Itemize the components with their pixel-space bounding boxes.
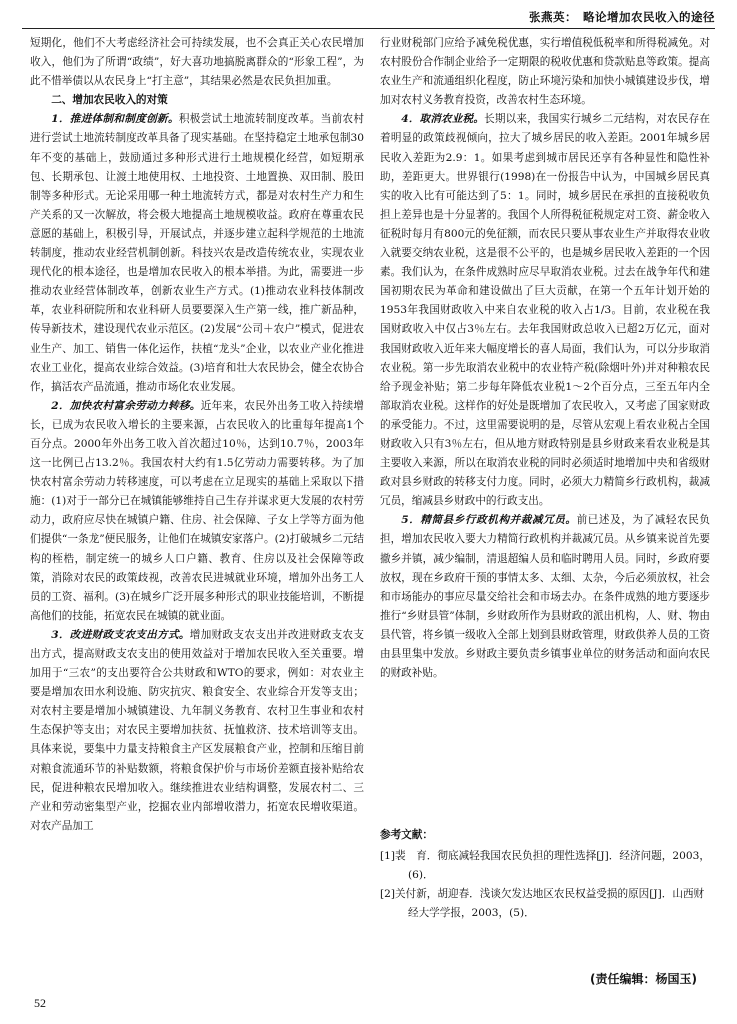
item-4-text: 长期以来，我国实行城乡二元结构，对农民存在着明显的政策歧视倾向，拉大了城乡居民的收入差距。2001年城乡居民收入差距为2.9：1。如果考虑到城市居民还享有各种显性和隐性补助，差距更大。世界银行(1998)在一份报告中认为，中国城乡居民真实的收入比有可能达到了5：1。同时，城乡居民在承担的直接税收负担上差异也是十分显著的。我国个人所得税征税规定对工资、薪金收入征税时每月有800元的免征额，而农民只要从事农业生产并取得农业收入就要交纳农业税，这是很不公平的，也是城乡居民收入差距的一个因素。我们认为，在条件成熟时应尽早取消农业税。过去在战争年代和建国初期农民为革命和建设做出了巨大贡献，在第一个五年计划开始的1953年我国财政收入中来自农业税的收入占1/3。目前，农业税在我国财政收入中仅占3％左右。去年我国财政总收入已超2万亿元，面对我国财政收入近年来大幅度增长的喜人局面，我们认为，可以分步取消农业税。第一步先取消农业税中的农业特产税(除烟叶外)并对种粮农民给予现金补贴；第二步每年降低农业税1～2个百分点，三至五年内全部取消农业税。这样作的好处是既增加了农民收入，又考虑了国家财政的承受能力。不过，这里需要说明的是，尽管从宏观上看农业税占全国财政收入只有3％左右，但从地方财政特别是县乡财政来看农业税是其主要收入来源，所以在取消农业税的同时必须适时地增加中央和省级财政对县乡财政的转移支付力度。同时，必须大力精简乡行政机构，裁减冗员，缩减县乡财政中的行政支出。	[380, 113, 710, 508]
responsible-editor: (责任编辑：杨国玉)	[590, 972, 697, 986]
item-3-heading: 3．改进财政支农支出方式。	[51, 628, 190, 641]
item-3-text: 增加财政支农支出并改进财政支农支出方式，提高财政支农支出的使用效益对于增加农民收入至关重要。增加用于“三农”的支出要符合公共财政和WTO的要求，例如：对农业主要是增加农田水利设施、防灾抗灾、粮食安全、农业综合开发等支出；对农村主要是增加小城镇建设、九年制义务教育、农村卫生事业和农村生态保护等支出；对农民主要增加扶贫、抚恤救济、技术培训等支出。具体来说，要集中力量支持粮食主产区发展粮食产业，控制和压缩目前对粮食流通环节的补贴数额，将粮食保护价与市场价差额直接补贴给农民，促进种粮农民增加收入。继续推进农业结构调整，发展农村二、三产业和劳动密集型产业，挖掘农业内部增收潜力，拓宽农民增收渠道。对农产品加工	[30, 628, 364, 832]
paragraph-item-2	[30, 397, 364, 626]
references-title: 参考文献：	[380, 829, 433, 841]
header-title: 略论增加农民收入的途径	[583, 10, 715, 24]
page-number: 52	[34, 996, 46, 1010]
references	[380, 826, 710, 923]
reference-item: [1]裴 育．彻底减轻我国农民负担的理性选择[J]．经济问题，2003，(6)．	[380, 850, 710, 881]
header-author: 张燕英：	[529, 10, 577, 24]
item-1-heading: 1．推进体制和制度创新。	[51, 113, 179, 126]
paragraph-continuation-right: 行业财税部门应给予减免税优惠，实行增值税低税率和所得税减免。对农村股份合作制企业给予一定期限的税收优惠和贷款贴息等政策。提高农业生产和流通组织化程度，防止环境污染和加快小城镇建设步伐，增加对农村义务教育投资，改善农村生态环境。	[380, 37, 710, 107]
right-column	[380, 34, 710, 854]
left-column	[30, 34, 364, 974]
item-1-text: 积极尝试土地流转制度改革。当前农村进行尝试土地流转制度改革具备了现实基础。在坚持稳定土地承包制30年不变的基础上，鼓励通过多种形式进行土地规模化经营，如短期承包、长期承包、让渡土地使用权、土地投资、土地置换、双田制、股田制等多种形式。无论采用哪一种土地流转方式，都是对农村生产力和生产关系的又一次解放，将会极大地提高土地规模收益。政府在尊重农民意愿的基础上，积极引导，开展试点，并逐步建立起科学规范的土地流转制度，推动农业经营机制创新。科技兴农是改造传统农业，实现农业现代化的根本途径，也是增加农民收入的根本举措。为此，需要进一步推动农业经营体制改革，创新农业生产方式。(1)推动农业科技体制改革，农业科研院所和农业科研人员要要深入生产第一线，推广新品种，传导新技术，建设现代农业示范区。(2)发展“公司＋农户”模式，促进农业生产、加工、销售一体化运作，扶植“龙头”企业，以农业产业化推进农业工业化，提高农业综合效益。(3)培育和壮大农民协会，健全农协合作，搞活农产品流通，推动市场化农业发展。	[30, 113, 364, 393]
paragraph-item-4	[380, 110, 710, 511]
paragraph-continuation: 短期化，他们不大考虑经济社会可持续发展，也不会真正关心农民增加收入，他们为了所谓“政绩”，好大喜功地搞脱离群众的“形象工程”，为此不惜举债以从农民身上“打主意”，其结果必然是农民负担加重。	[30, 37, 364, 88]
section-heading: 二、增加农民收入的对策	[51, 94, 168, 107]
running-header	[22, 6, 715, 29]
item-4-heading: 4．取消农业税。	[401, 113, 485, 126]
item-5-text: 前已述及，为了减轻农民负担，增加农民收入要大力精简行政机构并裁减冗员。从乡镇来说首先要撤乡并镇，减少编制，清退超编人员和临时聘用人员。同时，乡政府要放权，现在乡政府干预的事情太多、太细、太杂，今后必须放权，社会和市场能办的事应尽量交给社会和市场去办。在条件成熟的地方要逐步推行“乡财县管”体制，乡财政所作为县财政的派出机构，人、财、物由县代管，将乡镇一级收入全部上划到县财政管理，财政供养人员的工资由县里集中发放。乡财政主要负责乡镇事业单位的财务活动和面向农民的财政补贴。	[380, 514, 710, 680]
paragraph-item-3	[30, 626, 364, 836]
item-5-heading: 5．精简县乡行政机构并裁减冗员。	[401, 514, 577, 527]
paragraph-item-1	[30, 110, 364, 396]
item-2-text: 近年来，农民外出务工收入持续增长，已成为农民收入增长的主要来源，占农民收入的比重每年提高1个百分点。2000年外出务工收入首次超过10％，达到10.7％，2003年这一比例已占13.2％。我国农村大约有1.5亿劳动力需要转移。为了加快农村富余劳动力转移速度，可以考虑在立足现实的基础上采取以下措施：(1)对于一部分已在城镇能够维持自己生存并谋求更大发展的农村劳动力，政府应尽快在城镇户籍、住房、社会保障、子女上学等方面为他们提供“一条龙”便民服务，让他们在城镇安家落户。(2)打破城乡二元结构的桎梏，制定统一的城乡人口户籍、教育、住房以及社会保障等政策，消除对农民的政策歧视，改善农民进城就业环境，增加外出务工人员的工资、福利。(3)在城乡广泛开展多种形式的职业技能培训，不断提高他们的技能，拓宽农民在城镇的就业面。	[30, 399, 364, 622]
paragraph-item-5	[380, 511, 710, 683]
item-2-heading: 2．加快农村富余劳动力转移。	[51, 399, 201, 412]
reference-item: [2]关付新，胡迎春．浅谈欠发达地区农民权益受损的原因[J]．山西财经大学学报，2003，(5)．	[380, 888, 705, 919]
